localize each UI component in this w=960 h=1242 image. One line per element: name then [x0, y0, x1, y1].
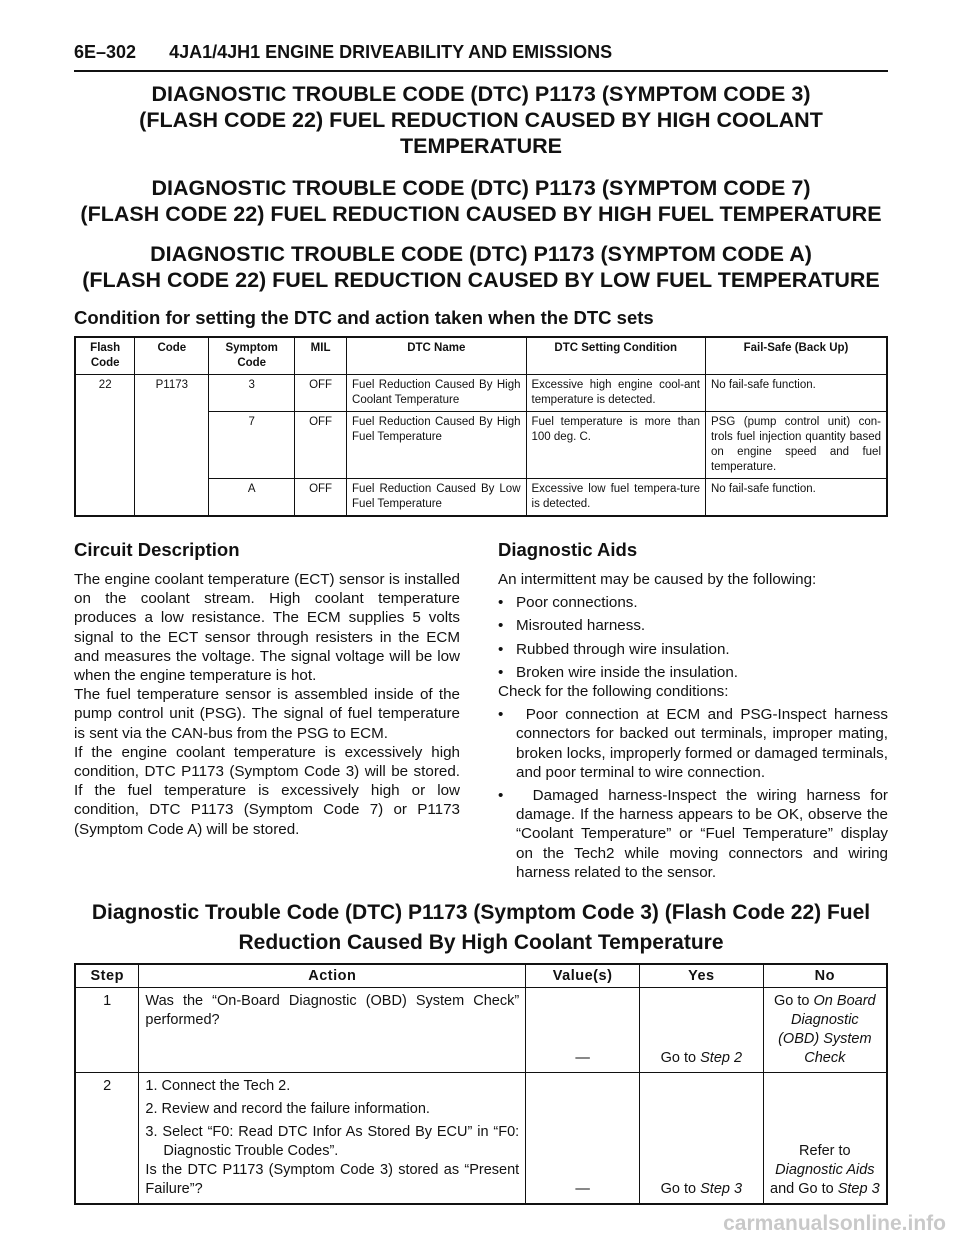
- aids-check-intro: Check for the following conditions:: [498, 683, 729, 701]
- col-symptom-code: Symptom Code: [209, 337, 295, 375]
- bullet-icon: •: [498, 640, 504, 658]
- step-yes: Go to Step 2: [640, 988, 764, 1073]
- mil-cell: OFF: [295, 375, 347, 412]
- failsafe-cell: No fail-safe function.: [705, 479, 887, 517]
- col-setting-condition: DTC Setting Condition: [526, 337, 705, 375]
- step-no: Refer to Diagnostic Aids and Go to Step 3: [763, 1073, 887, 1205]
- page-number: 6E–302: [74, 42, 137, 62]
- col-failsafe: Fail-Safe (Back Up): [705, 337, 887, 375]
- step-link[interactable]: Step 3: [837, 1181, 880, 1197]
- col-no: No: [763, 964, 887, 988]
- failsafe-cell: PSG (pump control unit) con-trols fuel injection quantity based on engine speed and fuel temperature.: [705, 412, 887, 479]
- col-action: Action: [139, 964, 526, 988]
- list-item: • Poor connection at ECM and PSG-Inspect harness connectors for backed out terminals, improper mating, broken locks, improperly formed or damaged terminals, and poor terminal to wire connection.: [498, 706, 888, 781]
- step-link[interactable]: Step 2: [700, 1050, 743, 1066]
- condition-cell: Excessive low fuel tempera-ture is detected.: [526, 479, 705, 517]
- symptom-cell: 7: [209, 412, 295, 479]
- col-values: Value(s): [526, 964, 640, 988]
- aids-intro: An intermittent may be caused by the following:: [498, 571, 817, 588]
- dtc-name-cell: Fuel Reduction Caused By High Coolant Temperature: [347, 375, 526, 412]
- condition-heading: Condition for setting the DTC and action taken when the DTC sets: [74, 307, 654, 328]
- circuit-paragraph: The engine coolant temperature (ECT) sensor is installed on the coolant stream. High coolant temperature produces a low resistance. The ECM supplies 5 volts signal to the ECT sensor through resisters in the ECM and measures the voltage. The signal voltage will be low when the engine temperature is hot.: [74, 571, 460, 685]
- step-link[interactable]: Diagnostic Aids: [775, 1162, 875, 1178]
- condition-table: [74, 336, 888, 517]
- list-item: • Misrouted harness.: [498, 617, 646, 635]
- symptom-cell: A: [209, 479, 295, 517]
- aids-heading: Diagnostic Aids: [498, 539, 638, 560]
- step-question: Is the DTC P1173 (Symptom Code 3) stored as “Present Failure”?: [145, 1162, 520, 1197]
- failsafe-cell: No fail-safe function.: [705, 375, 887, 412]
- step-action: Was the “On-Board Diagnostic (OBD) System Check” performed?: [139, 988, 526, 1073]
- col-step: Step: [75, 964, 139, 988]
- dtc-title-1: DIAGNOSTIC TROUBLE CODE (DTC) P1173 (SYMPTOM CODE 3) (FLASH CODE 22) FUEL REDUCTION CAUSED BY HIGH COOLANT TEMPERATURE: [139, 82, 823, 158]
- manual-title: 4JA1/4JH1 ENGINE DRIVEABILITY AND EMISSIONS: [169, 42, 613, 62]
- condition-cell: Fuel temperature is more than 100 deg. C.: [526, 412, 705, 479]
- flash-code-cell: 22: [75, 375, 135, 517]
- col-code: Code: [135, 337, 209, 375]
- bullet-icon: •: [498, 617, 504, 635]
- table-row: [75, 375, 887, 412]
- substep: 2. Review and record the failure information.: [145, 1101, 430, 1117]
- step-no: Go to On Board Diagnostic (OBD) System Check: [763, 988, 887, 1073]
- substep: 3. Select “F0: Read DTC Infor As Stored By ECU” in “F0: Diagnostic Trouble Codes”.: [145, 1124, 520, 1159]
- step-link[interactable]: On Board Diagnostic (OBD) System Check: [778, 993, 876, 1066]
- step-value: —: [526, 1073, 640, 1205]
- dtc-title-2: DIAGNOSTIC TROUBLE CODE (DTC) P1173 (SYMPTOM CODE 7) (FLASH CODE 22) FUEL REDUCTION CAUSED BY HIGH FUEL TEMPERATURE: [80, 176, 882, 226]
- substep: 1. Connect the Tech 2.: [145, 1078, 291, 1094]
- step-number: 2: [75, 1073, 139, 1205]
- circuit-paragraph: The fuel temperature sensor is assembled inside of the pump control unit (PSG). The signal of fuel temperature is sent via the CAN-bus from the PSG to ECM.: [74, 686, 460, 742]
- symptom-cell: 3: [209, 375, 295, 412]
- col-dtc-name: DTC Name: [347, 337, 526, 375]
- step-action: [139, 1073, 526, 1205]
- step-number: 1: [75, 988, 139, 1073]
- procedure-header-row: [75, 964, 887, 988]
- step-value: —: [526, 988, 640, 1073]
- step-yes: Go to Step 3: [640, 1073, 764, 1205]
- table-row: [75, 988, 887, 1073]
- bullet-icon: •: [498, 663, 504, 681]
- col-yes: Yes: [640, 964, 764, 988]
- condition-cell: Excessive high engine cool-ant temperature is detected.: [526, 375, 705, 412]
- page-header: [74, 42, 888, 63]
- bullet-icon: •: [498, 787, 504, 805]
- circuit-paragraph: If the engine coolant temperature is excessively high condition, DTC P1173 (Symptom Code 3) will be stored. If the fuel temperature is excessively high or low condition, DTC P1173 (Symptom Code 7) or P1173 (Symptom Code A) will be stored.: [74, 743, 460, 838]
- mil-cell: OFF: [295, 412, 347, 479]
- header-rule: [74, 70, 888, 72]
- list-item: • Broken wire inside the insulation.: [498, 663, 739, 681]
- code-cell: P1173: [135, 375, 209, 517]
- bullet-icon: •: [498, 706, 504, 724]
- list-item: • Poor connections.: [498, 594, 638, 612]
- circuit-heading: Circuit Description: [74, 539, 240, 560]
- bullet-icon: •: [498, 594, 504, 612]
- col-flash-code: Flash Code: [75, 337, 135, 375]
- condition-header-row: [75, 337, 887, 375]
- watermark: carmanualsonline.info: [723, 1212, 946, 1235]
- dtc-name-cell: Fuel Reduction Caused By High Fuel Temperature: [347, 412, 526, 479]
- mil-cell: OFF: [295, 479, 347, 517]
- dtc-title-3: DIAGNOSTIC TROUBLE CODE (DTC) P1173 (SYMPTOM CODE A) (FLASH CODE 22) FUEL REDUCTION CAUSED BY LOW FUEL TEMPERATURE: [82, 242, 880, 292]
- circuit-description: [74, 570, 460, 839]
- list-item: • Damaged harness-Inspect the wiring harness for damage. If the harness appears to be OK, observe the “Coolant Temperature” or “Fuel Temperature” display on the Tech2 while moving connectors and wiring harness related to the sensor.: [498, 787, 888, 881]
- procedure-table: [74, 963, 888, 1205]
- step-link[interactable]: Step 3: [700, 1181, 743, 1197]
- diagnostic-aids: [498, 570, 888, 886]
- table-row: [75, 1073, 887, 1205]
- dtc-name-cell: Fuel Reduction Caused By Low Fuel Temperature: [347, 479, 526, 517]
- list-item: • Rubbed through wire insulation.: [498, 640, 730, 658]
- procedure-title: Diagnostic Trouble Code (DTC) P1173 (Symptom Code 3) (Flash Code 22) Fuel Reduction Caused By High Coolant Temperature: [91, 901, 871, 954]
- col-mil: MIL: [295, 337, 347, 375]
